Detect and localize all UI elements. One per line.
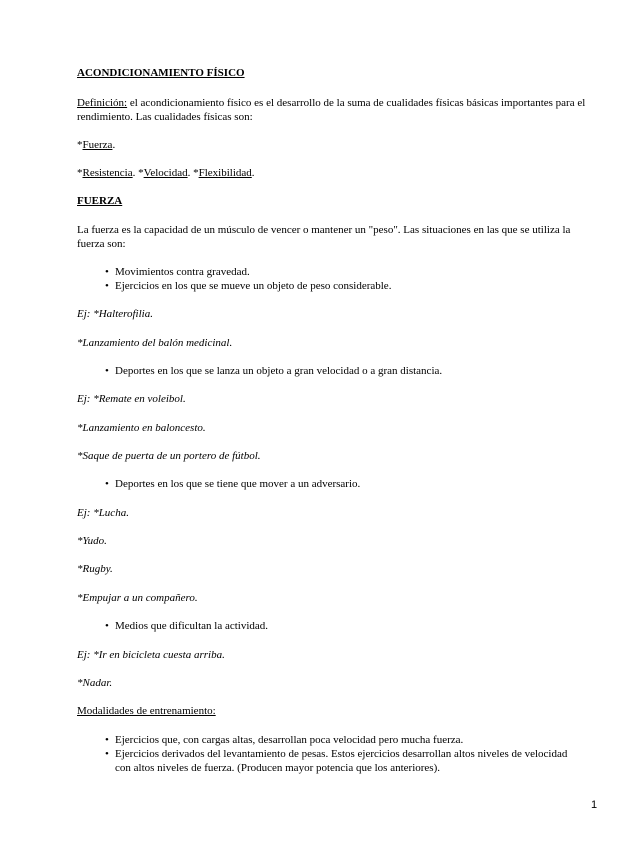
list-item: • Deportes en los que se lanza un objeto a gran velocidad o a gran distancia. bbox=[105, 364, 575, 378]
bullet-list-3 bbox=[105, 477, 575, 491]
page-number: 1 bbox=[591, 799, 598, 811]
bullet-list-4 bbox=[105, 619, 575, 633]
list-item: • Ejercicios en los que se mueve un objeto de peso considerable. bbox=[105, 279, 575, 293]
list-item: • Medios que dificultan la actividad. bbox=[105, 619, 575, 633]
example-line: *Lanzamiento del balón medicinal. bbox=[77, 337, 233, 349]
qualities-line-1 bbox=[77, 138, 599, 152]
example-line: *Empujar a un compañero. bbox=[77, 592, 198, 604]
quality-suffix: . bbox=[251, 167, 255, 179]
list-item: • Movimientos contra gravedad. bbox=[105, 265, 575, 279]
bullet-list-2 bbox=[105, 364, 575, 378]
quality-separator: . * bbox=[132, 167, 144, 179]
definition-paragraph bbox=[77, 96, 599, 124]
list-item: • Ejercicios que, con cargas altas, desarrollan poca velocidad pero mucha fuerza. bbox=[105, 733, 575, 747]
quality-velocidad: Velocidad bbox=[143, 167, 188, 179]
example-line: Ej: *Lucha. bbox=[77, 507, 129, 519]
example-line: *Saque de puerta de un portero de fútbol. bbox=[77, 450, 261, 462]
example-line: Ej: *Halterofilia. bbox=[77, 308, 153, 320]
example-line: *Yudo. bbox=[77, 535, 107, 547]
document-title: ACONDICIONAMIENTO FÍSICO bbox=[77, 67, 245, 79]
quality-suffix: . bbox=[112, 139, 116, 151]
example-line: *Nadar. bbox=[77, 677, 113, 689]
definition-label: Definición: bbox=[77, 97, 128, 109]
example-line: Ej: *Remate en voleibol. bbox=[77, 393, 186, 405]
quality-flexibilidad: Flexibilidad bbox=[198, 167, 252, 179]
fuerza-intro-paragraph: La fuerza es la capacidad de un músculo de vencer o mantener un "peso". Las situaciones en las que se utiliza la fuerza son: bbox=[77, 224, 571, 250]
list-item: • Ejercicios derivados del levantamiento de pesas. Estos ejercicios desarrollan altos niveles de velocidad con altos niveles de fuerza. (Producen mayor potencia que los anteriores). bbox=[105, 747, 575, 775]
definition-text: el acondicionamiento físico es el desarrollo de la suma de cualidades físicas básicas importantes para el rendimiento. Las cualidades físicas son: bbox=[77, 97, 586, 123]
quality-resistencia: Resistencia bbox=[82, 167, 133, 179]
section-heading-fuerza: FUERZA bbox=[77, 195, 123, 207]
modalidades-heading: Modalidades de entrenamiento: bbox=[77, 705, 216, 717]
quality-prefix: * bbox=[77, 139, 83, 151]
quality-fuerza: Fuerza bbox=[82, 139, 113, 151]
bullet-list-5 bbox=[105, 733, 575, 775]
list-item: • Deportes en los que se tiene que mover a un adversario. bbox=[105, 477, 575, 491]
example-line: *Lanzamiento en baloncesto. bbox=[77, 422, 206, 434]
bullet-list-1 bbox=[105, 265, 575, 293]
example-line: Ej: *Ir en bicicleta cuesta arriba. bbox=[77, 649, 225, 661]
quality-separator: . * bbox=[187, 167, 199, 179]
example-line: *Rugby. bbox=[77, 563, 113, 575]
quality-prefix: * bbox=[77, 167, 83, 179]
qualities-line-2 bbox=[77, 166, 599, 180]
